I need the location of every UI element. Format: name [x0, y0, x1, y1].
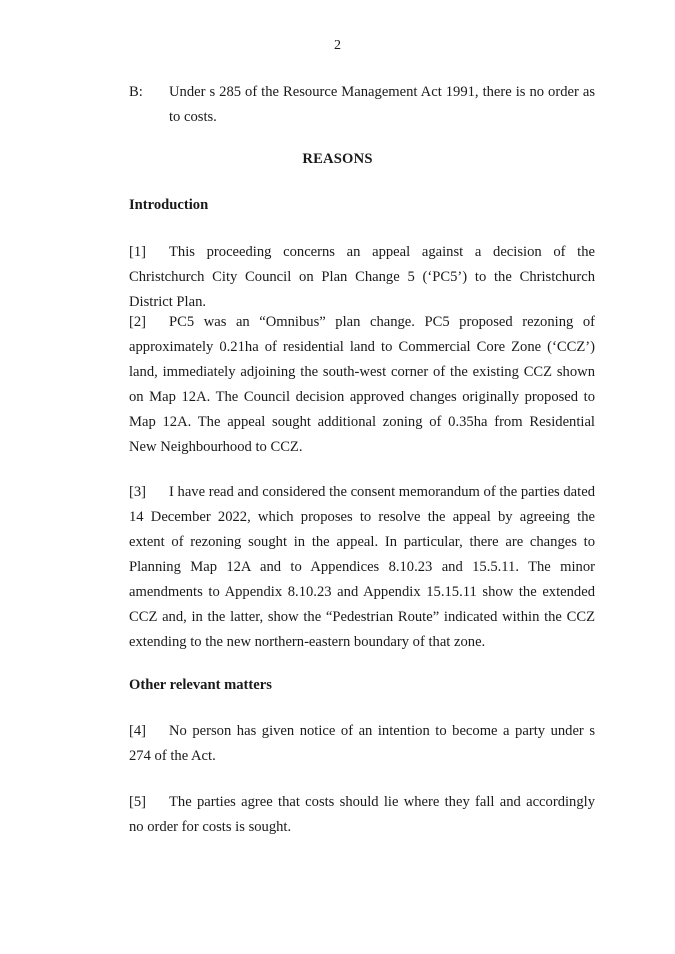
- order-item-b: [129, 80, 595, 130]
- page-number: 2: [334, 38, 341, 53]
- paragraph-number: [3]: [129, 484, 147, 500]
- paragraph-number: [4]: [129, 723, 147, 739]
- order-text: Under s 285 of the Resource Management Act 1991, there is no order as to costs.: [169, 84, 595, 125]
- paragraph-text: The parties agree that costs should lie where they fall and accordingly no order for costs is sought.: [129, 794, 595, 835]
- paragraph-number: [2]: [129, 314, 147, 330]
- introduction-heading: Introduction: [129, 197, 209, 213]
- paragraph-text: PC5 was an “Omnibus” plan change. PC5 proposed rezoning of approximately 0.21ha of residential land to Commercial Core Zone (‘CCZ’) land, immediately adjoining the south-west corner of the existing CCZ shown on Map 12A. The Council decision approved changes originally proposed to Map 12A. The appeal sought additional zoning of 0.35ha from Residential New Neighbourhood to CCZ.: [129, 314, 595, 455]
- paragraph-5: [129, 790, 595, 840]
- paragraph-text: No person has given notice of an intention to become a party under s 274 of the Act.: [129, 723, 595, 764]
- paragraph-text: This proceeding concerns an appeal against a decision of the Christchurch City Council on Plan Change 5 (‘PC5’) to the Christchurch District Plan.: [129, 244, 595, 310]
- paragraph-2: [129, 310, 595, 460]
- paragraph-4: [129, 719, 595, 769]
- other-matters-heading: Other relevant matters: [129, 677, 272, 693]
- reasons-heading: REASONS: [302, 151, 373, 167]
- paragraph-1: [129, 240, 595, 315]
- paragraph-number: [5]: [129, 794, 147, 810]
- paragraph-3: [129, 480, 595, 655]
- paragraph-number: [1]: [129, 244, 147, 260]
- order-label: B:: [129, 84, 143, 100]
- paragraph-text: I have read and considered the consent memorandum of the parties dated 14 December 2022, which proposes to resolve the appeal by agreeing the extent of rezoning sought in the appeal. In particular, there are changes to Planning Map 12A and to Appendices 8.10.23 and 15.5.11. The minor amendments to Appendix 8.10.23 and Appendix 15.15.11 show the extended CCZ and, in the latter, show the “Pedestrian Route” indicated within the CCZ extending to the new northern-eastern boundary of that zone.: [129, 484, 595, 650]
